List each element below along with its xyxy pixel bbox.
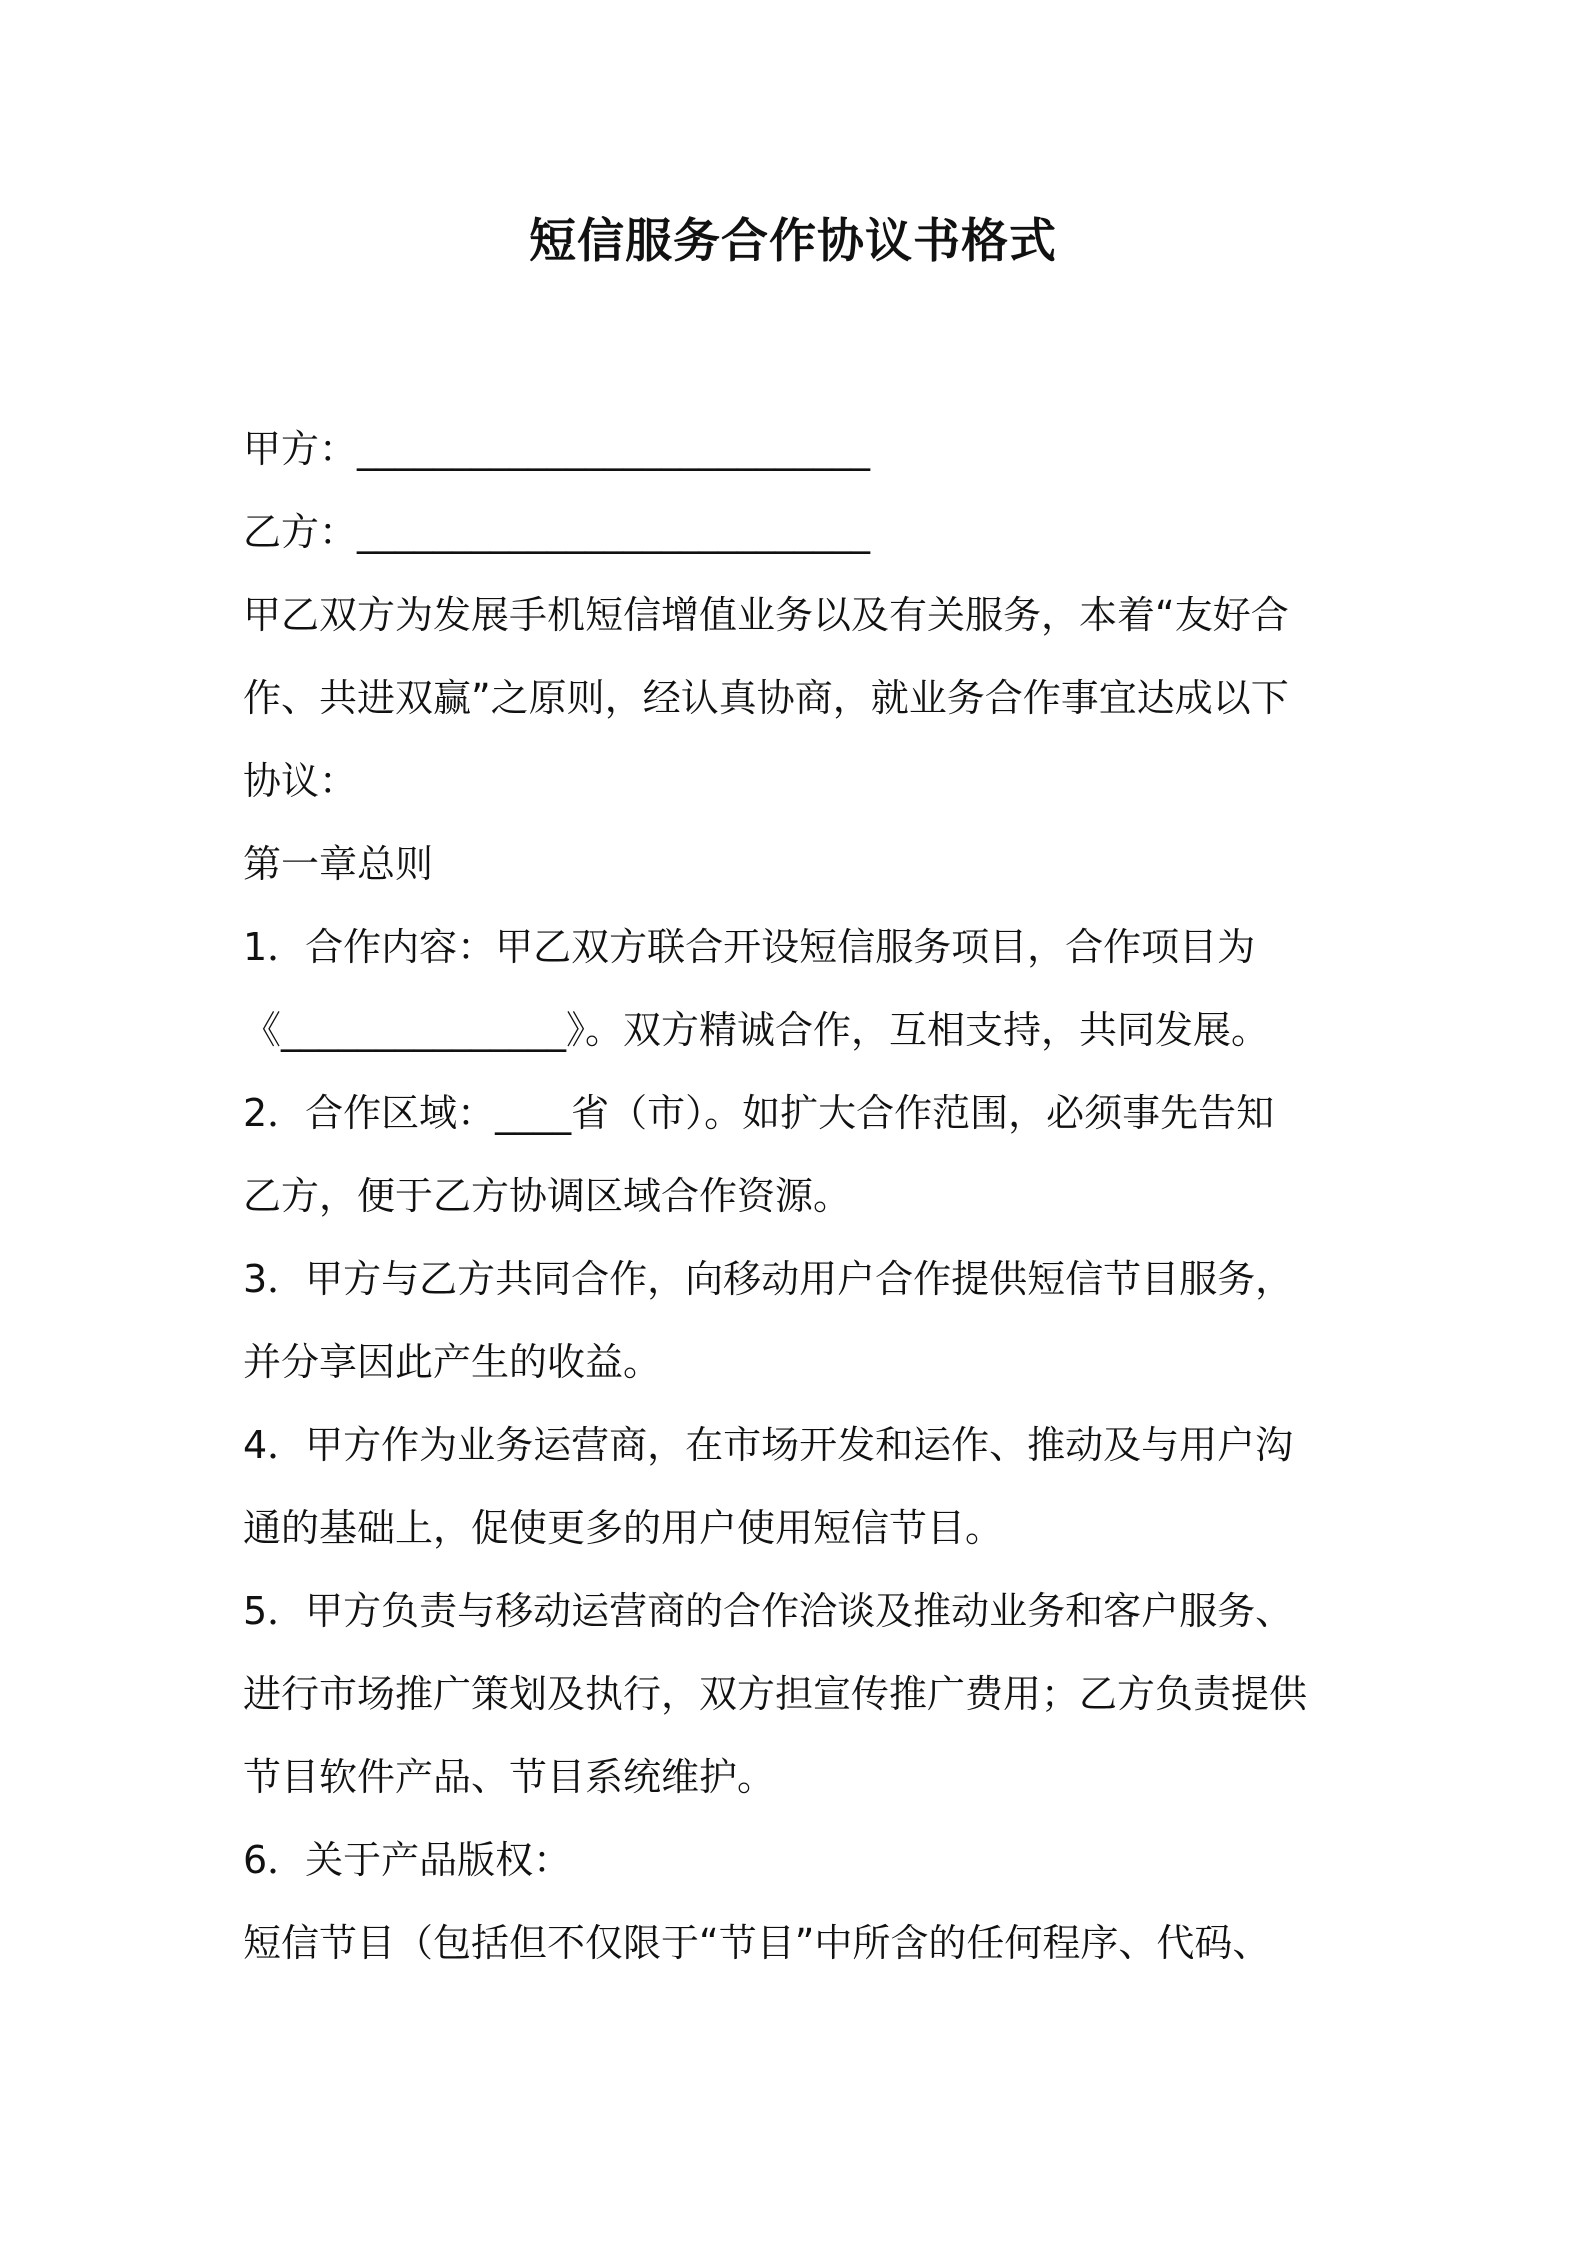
clause-6-heading: 6．关于产品版权：: [243, 1838, 572, 1882]
clause-1-line-2: 《_______________》。双方精诚合作，互相支持，共同发展。: [243, 1008, 1270, 1052]
preamble-line-2: 作、共进双赢”之原则，经认真协商，就业务合作事宜达成以下: [243, 676, 1289, 720]
preamble-line-3: 协议：: [243, 759, 358, 803]
document-title: 短信服务合作协议书格式: [529, 214, 1057, 269]
clause-3-line-1: 3．甲方与乙方共同合作，向移动用户合作提供短信节目服务，: [243, 1257, 1294, 1301]
clause-5-line-1: 5．甲方负责与移动运营商的合作洽谈及推动业务和客户服务、: [243, 1589, 1294, 1633]
preamble-line-1: 甲乙双方为发展手机短信增值业务以及有关服务，本着“友好合: [243, 593, 1289, 637]
party-a-line: 甲方：___________________________: [243, 427, 871, 471]
clause-2-line-1: 2．合作区域：____省（市）。如扩大合作范围，必须事先告知: [243, 1091, 1275, 1135]
clause-3-line-2: 并分享因此产生的收益。: [243, 1340, 662, 1384]
document-body: [243, 408, 1363, 1985]
clause-4-line-2: 通的基础上，促使更多的用户使用短信节目。: [243, 1506, 1004, 1550]
clause-6-line-1: 短信节目（包括但不仅限于“节目”中所含的任何程序、代码、: [243, 1921, 1271, 1965]
party-b-line: 乙方：___________________________: [243, 510, 871, 554]
clause-5-line-2: 进行市场推广策划及执行，双方担宣传推广费用；乙方负责提供: [243, 1672, 1308, 1716]
clause-2-line-2: 乙方，便于乙方协调区域合作资源。: [243, 1174, 852, 1218]
clause-4-line-1: 4．甲方作为业务运营商，在市场开发和运作、推动及与用户沟: [243, 1423, 1294, 1467]
chapter-heading: 第一章总则: [243, 842, 434, 886]
clause-5-line-3: 节目软件产品、节目系统维护。: [243, 1755, 776, 1799]
clause-1-line-1: 1．合作内容：甲乙双方联合开设短信服务项目，合作项目为: [243, 925, 1256, 969]
